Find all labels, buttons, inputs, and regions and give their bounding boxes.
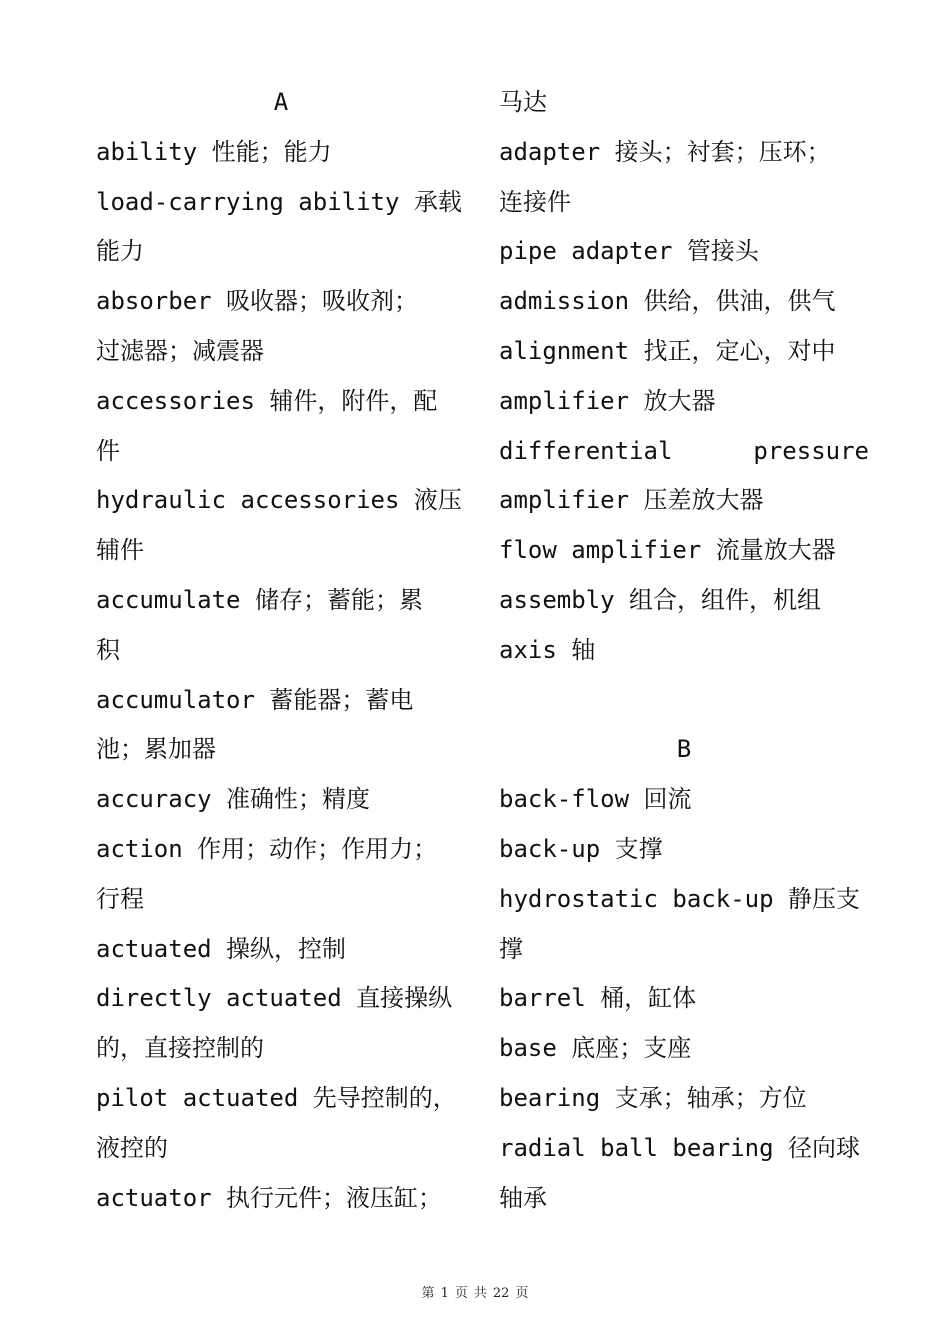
glossary-line: ability 性能；能力 [96,137,332,166]
footer-total-pages: 22 [492,1286,510,1301]
glossary-line: pilot actuated 先导控制的， [96,1083,457,1112]
glossary-line: 的，直接控制的 [96,1034,264,1063]
glossary-word: differential [499,436,673,465]
glossary-line: hydrostatic back-up 静压支 [499,884,860,913]
glossary-line: pipe adapter 管接头 [499,237,759,266]
glossary-line: 马达 [499,88,547,116]
glossary-line: load-carrying ability 承载 [96,187,462,216]
glossary-line: back-up 支撑 [499,834,663,863]
glossary-line: actuated 操纵，控制 [96,934,347,963]
glossary-line: admission 供给，供油，供气 [499,287,836,316]
glossary-line: barrel 桶，缸体 [499,984,697,1013]
glossary-line: amplifier 放大器 [499,386,716,415]
glossary-line: flow amplifier 流量放大器 [499,536,836,565]
footer-total-word: 共 [473,1286,487,1301]
glossary-line: axis 轴 [499,635,596,664]
glossary-line: alignment 找正，定心，对中 [499,336,836,365]
glossary-line: 撑 [499,934,523,963]
blank-line [499,676,869,726]
glossary-line: 连接件 [499,187,571,216]
glossary-line: 能力 [96,237,144,266]
glossary-line: 池；累加器 [96,735,216,764]
glossary-line: amplifier 压差放大器 [499,486,764,515]
footer-page-word: 页 [454,1286,468,1301]
footer-prefix: 第 [421,1286,435,1301]
section-letter-heading: A [273,88,289,116]
glossary-line: radial ball bearing 径向球 [499,1133,860,1162]
glossary-line: directly actuated 直接操纵 [96,984,453,1013]
glossary-line: action 作用；动作；作用力； [96,834,438,863]
glossary-line: assembly 组合，组件，机组 [499,585,822,614]
left-column [96,78,466,1223]
glossary-line: 件 [96,436,120,465]
footer-suffix: 页 [515,1286,529,1301]
glossary-line: accumulator 蓄能器；蓄电 [96,685,414,714]
glossary-line: accuracy 准确性；精度 [96,785,371,814]
glossary-line: 液控的 [96,1133,168,1162]
glossary-line: 轴承 [499,1183,547,1212]
glossary-line: hydraulic accessories 液压 [96,486,462,515]
glossary-word: pressure [753,436,869,465]
right-column [499,78,869,1223]
glossary-line: accessories 辅件，附件，配 [96,386,438,415]
page-footer [0,1282,950,1301]
glossary-line: 行程 [96,884,144,913]
glossary-line: absorber 吸收器；吸收剂； [96,287,419,316]
glossary-line: actuator 执行元件；液压缸； [96,1183,443,1212]
glossary-line: 辅件 [96,536,144,565]
glossary-line: 积 [96,635,120,664]
glossary-line [499,427,869,477]
glossary-line: base 底座；支座 [499,1034,692,1063]
glossary-line: back-flow 回流 [499,785,692,814]
glossary-line: 过滤器；减震器 [96,336,264,365]
glossary-line: accumulate 储存；蓄能；累 [96,585,423,614]
section-letter-heading: B [676,735,692,764]
glossary-line: bearing 支承；轴承；方位 [499,1083,807,1112]
glossary-line: adapter 接头；衬套；压环； [499,137,831,166]
footer-page-number: 1 [440,1286,449,1301]
